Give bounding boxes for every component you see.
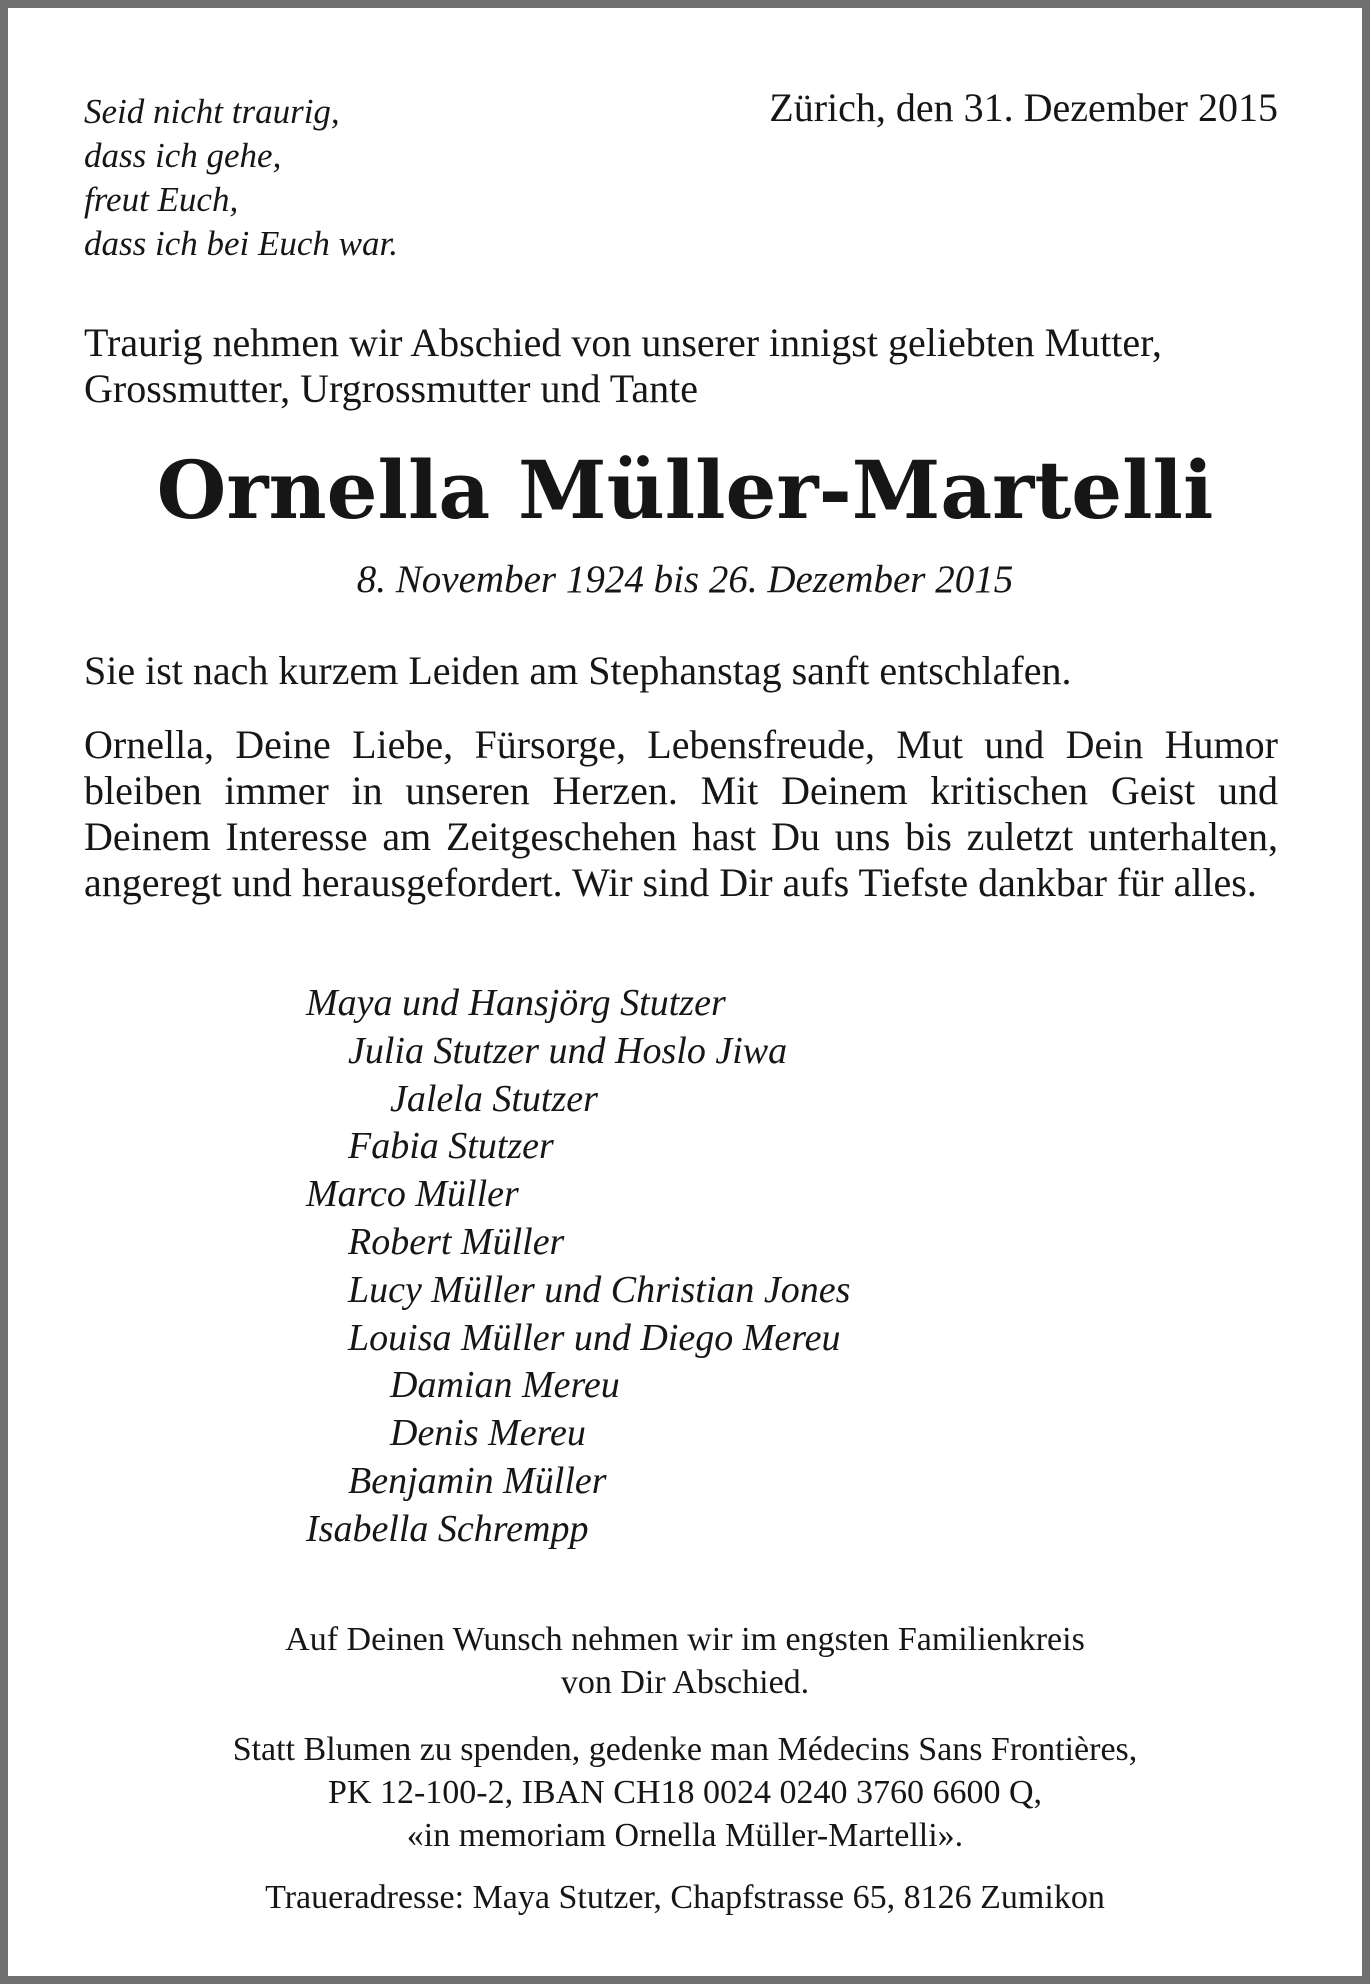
mourner-name: Marco Müller [306,1173,519,1216]
funeral-note [8,1618,1362,1704]
motto-line: freut Euch, [84,180,239,219]
mourner-name: Isabella Schrempp [306,1507,589,1550]
donation-note-line: «in memoriam Ornella Müller-Martelli». [406,1817,964,1854]
passing-statement: Sie ist nach kurzem Leiden am Stephanstag sanft entschlafen. [84,648,1072,693]
motto-poem [84,90,398,266]
mourner-name: Louisa Müller und Diego Mereu [348,1316,841,1359]
tribute-paragraph: Ornella, Deine Liebe, Fürsorge, Lebensfreude, Mut und Dein Humor bleiben immer in unseren Herzen. Mit Deinem kritischen Geist und Deinem Interesse am Zeitgeschehen hast Du uns bis zuletzt unterhalten, angeregt und herausgefordert. Wir sind Dir aufs Tiefste dankbar für alles. [84,722,1278,905]
mourner-name: Lucy Müller und Christian Jones [348,1268,851,1311]
deceased-name: Ornella Müller-Martelli [156,443,1214,537]
mourner-name: Denis Mereu [390,1412,586,1455]
mourner-name: Fabia Stutzer [348,1125,554,1168]
donation-note-line: PK 12-100-2, IBAN CH18 0024 0240 3760 6600 Q, [328,1774,1042,1811]
funeral-note-line: Auf Deinen Wunsch nehmen wir im engsten Familienkreis [285,1621,1085,1658]
motto-line: Seid nicht traurig, [84,92,340,131]
mourner-name: Damian Mereu [390,1364,620,1407]
donation-note [8,1728,1362,1857]
mourner-name: Maya und Hansjörg Stutzer [306,982,726,1024]
mourner-name: Benjamin Müller [348,1459,607,1502]
mourner-name: Robert Müller [348,1220,565,1263]
donation-note-line: Statt Blumen zu spenden, gedenke man Médecins Sans Frontières, [232,1731,1138,1768]
mourner-name: Jalela Stutzer [390,1077,598,1120]
motto-line: dass ich gehe, [84,136,282,175]
place-and-date: Zürich, den 31. Dezember 2015 [769,85,1278,130]
mourner-name: Julia Stutzer und Hoslo Jiwa [348,1029,788,1072]
mourning-address: Traueradresse: Maya Stutzer, Chapfstrasse 65, 8126 Zumikon [265,1879,1105,1916]
motto-line: dass ich bei Euch war. [84,224,399,263]
funeral-note-line: von Dir Abschied. [560,1664,810,1701]
mourners-list [306,980,850,1554]
intro-text: Traurig nehmen wir Abschied von unserer innigst geliebten Mutter, Grossmutter, Urgrossmutter und Tante [84,320,1162,411]
obituary-notice [8,8,1362,1976]
life-dates: 8. November 1924 bis 26. Dezember 2015 [356,558,1014,601]
